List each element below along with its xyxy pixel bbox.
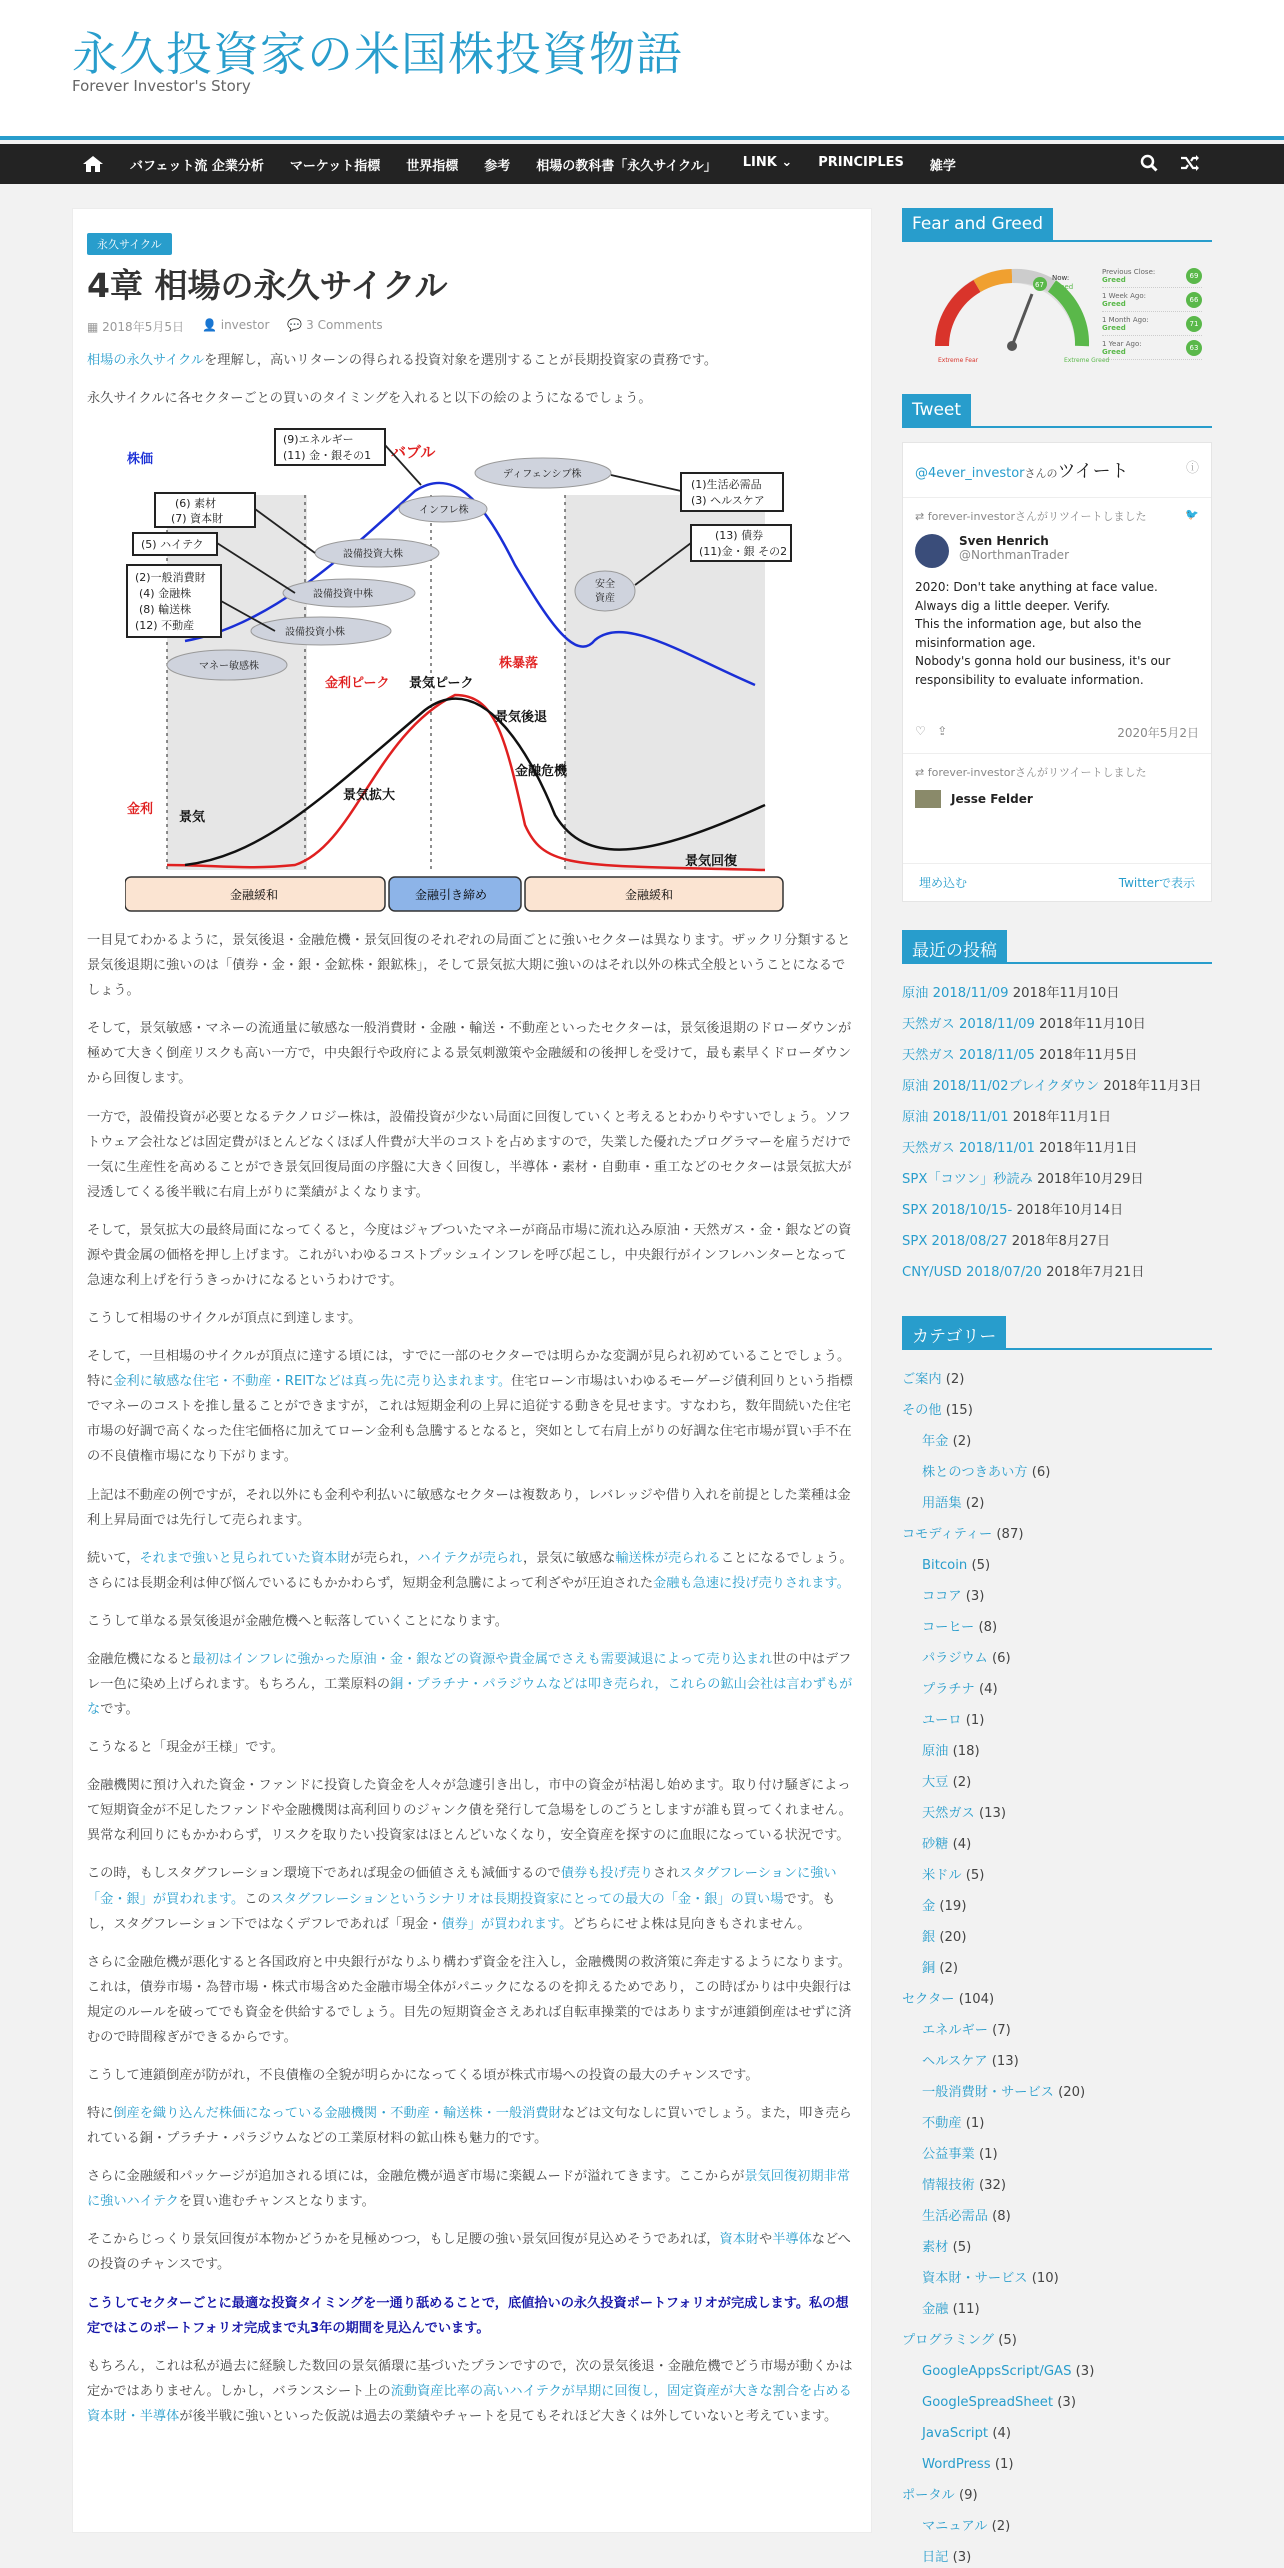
paragraph: 永久サイクルに各セクターごとの買いのタイミングを入れると以下の絵のようになるでしょう。 (87, 390, 652, 406)
timeline-label: ツイート (1057, 461, 1129, 482)
box-label: (6) 素材 (175, 497, 217, 511)
recent-post-link[interactable]: 天然ガス 2018/11/09 (902, 1017, 1035, 1032)
category-count: (5) (998, 2333, 1017, 2348)
rate-peak-label: 金利ピーク (325, 676, 390, 692)
post-article (73, 209, 871, 2429)
recent-post-item (902, 1164, 1212, 1195)
tweet-author-name[interactable]: Jesse Felder (951, 791, 1033, 806)
category-count: (1) (965, 2116, 985, 2131)
twitter-bird-icon: 🐦 (1185, 508, 1199, 521)
category-link[interactable]: 大豆 (922, 1775, 949, 1790)
post-date[interactable]: ▦ 2018年5月5日 (87, 319, 184, 334)
category-count: (8) (978, 1620, 998, 1635)
paragraph: 金融機関に預け入れた資金・ファンドに投資した資金を人々が急遽引き出し，市中の資金が枯渇し始めます。取り付け騒ぎによって短期資金が不足したファンドや金融機関は高利回りのジャンク債を発行して急場をしのごうとしますが誰も買ってくれません。異常な利回りにもかかわらず，リスクを取りたい投資家はほとんどいなくなり，安全資産を探すのに血眼になっている状況です。 (87, 1778, 852, 1844)
category-link[interactable]: 情報技術 (922, 2178, 975, 2193)
nav-item[interactable]: 世界指標 (406, 158, 459, 174)
paragraph: 一方で，設備投資が必要となるテクノロジー株は，設備投資が少ない局面に回復していくと考えるとわかりやすいでしょう。ソフトウェア会社などは固定費がほとんどなくほぼ人件費が大半のコストを占めますので，失業した優れたプログラマーを雇うだけで一気に生産性を高めることができ景気回復局面の序盤に大きく回復し，半導体・素材・自動車・重工などのセクターは景気拡大が浸透してくる後半戦に右肩上がりに業績がよくなります。 (87, 1109, 852, 1200)
ellipse-label: 設備投資中株 (313, 589, 373, 601)
category-link[interactable]: ヘルスケア (922, 2054, 988, 2069)
gauge-history-row (1102, 288, 1202, 312)
category-count: (87) (996, 1527, 1024, 1542)
phase-easing-2: 金融緩和 (625, 888, 674, 903)
category-item (902, 2046, 1212, 2077)
category-item (902, 1550, 1212, 1581)
nav-item[interactable]: バフェット流 企業分析 (130, 158, 264, 174)
category-link[interactable]: ご案内 (902, 1372, 942, 1387)
category-item (902, 1767, 1212, 1798)
category-count: (8) (992, 2209, 1011, 2224)
category-count: (1) (994, 2457, 1014, 2472)
category-item (902, 1612, 1212, 1643)
recovery-label: 景気回復 (685, 854, 738, 870)
category-count: (2) (965, 1496, 985, 1511)
category-link[interactable]: 素材 (922, 2240, 949, 2255)
box-label: (3) ヘルスケア (691, 494, 765, 508)
recent-post-date: 2018年11月1日 (1012, 1110, 1112, 1125)
recent-post-date: 2018年10月29日 (1037, 1172, 1144, 1187)
widget-title: カテゴリー (902, 1316, 1006, 1350)
retweet-note: forever-investorさんがリツイートしました (927, 765, 1147, 779)
home-icon[interactable] (82, 154, 104, 174)
recent-post-item (902, 978, 1212, 1009)
category-item (902, 1891, 1212, 1922)
recent-post-item (902, 1226, 1212, 1257)
category-link[interactable]: 用語集 (922, 1496, 962, 1511)
category-item (902, 1519, 1212, 1550)
gauge-now-label: Now: (1052, 274, 1070, 282)
ellipse-label: 設備投資小株 (285, 627, 345, 639)
category-item (902, 1581, 1212, 1612)
tweet-text: Always dig a little deeper. Verify. (915, 598, 1111, 613)
paragraph: この時，もしスタグフレーション環境下であれば現金の価値さえも減価するので債券も投げ売りされスタグフレーションに強い「金・銀」が買われます。このスタグフレーションというシナリオは長期投資家にとっての最大の「金・銀」の買い場です。もし，スタグフレーション下ではなくデフレであれば「現金・債券」が買われます。どちらにせよ株は見向きもされません。 (87, 1866, 837, 1932)
category-link[interactable]: 株とのつきあい方 (922, 1465, 1028, 1480)
paragraph: こうして相場のサイクルが頂点に到達します。 (87, 1311, 362, 1327)
recent-post-item (902, 1040, 1212, 1071)
box-label: (11)金・銀 その2 (699, 545, 788, 559)
recent-post-link[interactable]: 天然ガス 2018/11/05 (902, 1048, 1035, 1063)
recent-post-link[interactable]: SPX「コツン」秒読み (902, 1172, 1033, 1187)
box-label: (5) ハイテク (141, 538, 204, 552)
category-count: (5) (952, 2240, 972, 2255)
category-link[interactable]: 金 (922, 1899, 936, 1914)
recent-post-date: 2018年11月1日 (1039, 1141, 1138, 1156)
category-count: (2) (945, 1372, 965, 1387)
category-link[interactable]: JavaScript (922, 2426, 989, 2441)
paragraph: 一目見てわかるように，景気後退・金融危機・景気回復のそれぞれの局面ごとに強いセクターは異なります。ザックリ分類すると景気後退期に強いのは「債券・金・銀・金鉱株・銀鉱株」，そして景気拡大期に強いのはそれ以外の株式全般ということになるでしょう。 (87, 933, 851, 999)
retweet-icon: ⇄ (915, 510, 928, 523)
recent-post-link[interactable]: SPX 2018/08/27 (902, 1234, 1008, 1249)
recent-post-item (902, 1257, 1212, 1288)
twitter-timeline[interactable] (902, 442, 1212, 902)
history-label: 1 Year Ago: (1102, 339, 1142, 348)
paragraph: こうなると「現金が王様」です。 (87, 1740, 284, 1756)
category-item (902, 2232, 1212, 2263)
site-title[interactable]: 永久投資家の米国株投資物語 (72, 27, 683, 81)
inline-link[interactable]: 相場の永久サイクル (87, 352, 205, 368)
site-tagline: Forever Investor's Story (72, 77, 251, 95)
category-link[interactable]: エネルギー (922, 2023, 988, 2038)
recession-label: 景気後退 (495, 710, 548, 726)
main-navigation (0, 144, 1284, 184)
category-item (902, 1984, 1212, 2015)
category-item (902, 1426, 1212, 1457)
recent-post-link[interactable]: 原油 2018/11/09 (902, 986, 1009, 1001)
category-count: (3) (952, 2550, 972, 2565)
widget-title: Tweet (902, 394, 971, 428)
paragraph: さらに金融緩和パッケージが追加される頃には，金融危機が過ぎ市場に楽観ムードが溢れてきます。ここからが景気回復初期非常に強いハイテクを買い進むチャンスとなります。 (87, 2169, 850, 2210)
recent-post-date: 2018年10月14日 (1016, 1203, 1124, 1218)
category-item (902, 1798, 1212, 1829)
box-label: (13) 債券 (715, 529, 764, 543)
category-count: (5) (971, 1558, 991, 1573)
category-item (902, 2480, 1212, 2511)
category-count: (7) (992, 2023, 1011, 2038)
category-count: (10) (1031, 2271, 1059, 2286)
recent-post-item (902, 1009, 1212, 1040)
rate-label: 金利 (127, 802, 154, 818)
phase-easing-1: 金融緩和 (230, 888, 279, 903)
ellipse-label: 資産 (595, 593, 615, 605)
post-author[interactable]: 👤 investor (201, 317, 270, 332)
category-count: (2) (952, 1434, 972, 1449)
ellipse-label: ディフェンシブ株 (503, 469, 582, 481)
post-category-badge[interactable]: 永久サイクル (87, 233, 172, 255)
economy-label: 景気 (179, 810, 206, 826)
category-link[interactable]: WordPress (922, 2457, 991, 2472)
timeline-handle[interactable]: @4ever_investor (915, 466, 1025, 481)
gauge-extreme-greed: Extreme Greed (1064, 357, 1110, 364)
category-link[interactable]: ポータル (902, 2488, 955, 2503)
category-link[interactable]: ユーロ (922, 1713, 962, 1728)
site-header (0, 0, 1284, 140)
category-item (902, 2325, 1212, 2356)
sector-cycle-diagram (125, 425, 795, 915)
history-value: Greed (1102, 323, 1126, 332)
category-item (902, 2511, 1212, 2542)
category-count: (6) (992, 1651, 1011, 1666)
category-link[interactable]: 不動産 (922, 2116, 962, 2131)
category-link[interactable]: 米ドル (922, 1868, 962, 1883)
recent-post-link[interactable]: CNY/USD 2018/07/20 (902, 1265, 1042, 1280)
category-count: (19) (939, 1899, 967, 1914)
category-link[interactable]: Bitcoin (922, 1558, 968, 1573)
post-body (87, 348, 855, 2429)
paragraph: こうして連鎖倒産が防がれ，不良債権の全貌が明らかになってくる頃が株式市場への投資の最大のチャンスです。 (87, 2068, 759, 2084)
categories-widget (902, 1316, 1212, 2568)
box-label: (12) 不動産 (135, 619, 195, 633)
category-item (902, 1457, 1212, 1488)
crisis-label: 金融危機 (515, 764, 568, 780)
category-item (902, 1922, 1212, 1953)
category-item (902, 1395, 1212, 1426)
gauge-history-row (1102, 264, 1202, 288)
recent-post-date: 2018年7月21日 (1046, 1265, 1145, 1280)
paragraph-emphasis: こうしてセクターごとに最適な投資タイミングを一通り舐めることで，底値拾いの永久投資ポートフォリオが完成します。私の想定ではこのポートフォリオ完成まで丸3年の期間を見込んでいます。 (87, 2295, 849, 2336)
category-link[interactable]: 銅 (922, 1961, 936, 1976)
ellipse-label: 安全 (595, 579, 615, 591)
paragraph: そして，景気敏感・マネーの流通量に敏感な一般消費財・金融・輸送・不動産といったセクターは，景気後退期のドローダウンが極めて大きく倒産リスクも高い一方で，中央銀行や政府による景気刺激策や金融緩和の後押しを受けて，最も素早くドローダウンから回復します。 (87, 1021, 852, 1087)
gauge-now-value: Greed (1052, 283, 1074, 291)
recent-post-item (902, 1133, 1212, 1164)
category-link[interactable]: プログラミング (902, 2333, 995, 2348)
retweet-note: forever-investorさんがリツイートしました (927, 510, 1147, 523)
category-link[interactable]: セクター (902, 1992, 955, 2007)
tweet-text: This the information age, but also the misinformation age. (915, 617, 1142, 650)
category-link[interactable]: 資本財・サービス (922, 2271, 1028, 2286)
category-link[interactable]: マニュアル (922, 2519, 988, 2534)
tweet-widget (902, 394, 1212, 902)
recent-post-item (902, 1071, 1212, 1102)
category-link[interactable]: コモディティー (902, 1527, 993, 1542)
category-item (902, 2449, 1212, 2480)
category-count: (18) (952, 1744, 980, 1759)
category-link[interactable]: ココア (922, 1589, 962, 1604)
random-post-icon[interactable] (1180, 154, 1200, 176)
recent-post-date: 2018年11月3日 (1103, 1079, 1202, 1094)
category-item (902, 1829, 1212, 1860)
crash-label: 株暴落 (499, 656, 539, 672)
category-link[interactable]: GoogleAppsScript/GAS (922, 2364, 1072, 2379)
category-link[interactable]: その他 (902, 1403, 942, 1418)
category-item (902, 2015, 1212, 2046)
category-count: (13) (978, 1806, 1007, 1821)
category-count: (5) (965, 1868, 985, 1883)
tweet-author-handle[interactable]: @NorthmanTrader (959, 548, 1069, 562)
ellipse-label: マネー敏感株 (199, 661, 259, 673)
timeline-suffix: さんの (1024, 467, 1058, 480)
category-link[interactable]: 砂糖 (922, 1837, 949, 1852)
avatar[interactable] (915, 790, 941, 808)
paragraph: そして，一旦相場のサイクルが頂点に達する頃には，すでに一部のセクターでは明らかな変調が見られ初めていることでしょう。特に金利に敏感な住宅・不動産・REITなどは真っ先に売り込まれます。住宅ローン市場はいわゆるモーゲージ債利回りという指標でマネーのコストを推し量ることができますが，これは短期金利の上昇に追従する動きを見せます。すなわち，数年間続いた住宅市場の好調で高くなった住宅価格に加えてローン金利も急騰するとなると，突如として右肩上がりの好調な住宅市場が買い手不在の不良債権市場になり下がります。 (87, 1349, 853, 1465)
category-link[interactable]: 年金 (922, 1434, 949, 1449)
category-count: (3) (965, 1589, 985, 1604)
post-comments-link[interactable]: 💬 3 Comments (287, 317, 383, 332)
category-item (902, 1736, 1212, 1767)
paragraph: 特に倒産を織り込んだ株価になっている金融機関・不動産・輸送株・一般消費財などは文句なしに買いでしょう。また，叩き売られている銅・プラチナ・パラジウムなどの工業原材料の鉱山株も魅力的です。 (87, 2106, 852, 2147)
tweet-author-name[interactable]: Sven Henrich (959, 534, 1049, 548)
category-item (902, 1705, 1212, 1736)
category-count: (1) (965, 1713, 985, 1728)
search-icon[interactable] (1140, 154, 1158, 176)
nav-item[interactable]: 雑学 (929, 158, 956, 174)
nav-menu (130, 155, 982, 174)
nav-item[interactable]: PRINCIPLES (818, 154, 904, 170)
economy-peak-label: 景気ピーク (409, 676, 474, 692)
recent-post-date: 2018年11月10日 (1039, 1017, 1146, 1032)
history-value: Greed (1102, 347, 1126, 356)
recent-post-item (902, 1102, 1212, 1133)
category-item (902, 2542, 1212, 2568)
category-count: (6) (1031, 1465, 1051, 1480)
paragraph: 上記は不動産の例ですが，それ以外にも金利や利払いに敏感なセクターは複数あり，レバレッジや借り入れを前提とした業種は金利上昇局面では先行して売られます。 (87, 1487, 851, 1528)
category-count: (4) (952, 1837, 972, 1852)
recent-post-date: 2018年11月5日 (1039, 1048, 1138, 1063)
box-label: (9)エネルギー (283, 433, 354, 447)
recent-post-link[interactable]: 天然ガス 2018/11/01 (902, 1141, 1035, 1156)
category-count: (3) (1075, 2364, 1095, 2379)
nav-item[interactable]: LINK ⌄ (742, 154, 793, 170)
category-link[interactable]: 銀 (922, 1930, 936, 1945)
category-item (902, 1364, 1212, 1395)
category-link[interactable]: パラジウム (922, 1651, 988, 1666)
gauge-history (1102, 264, 1202, 360)
nav-item[interactable]: 参考 (484, 158, 511, 174)
category-count: (32) (978, 2178, 1007, 2193)
category-item (902, 1860, 1212, 1891)
history-value: Greed (1102, 299, 1126, 308)
box-label: (7) 資本財 (171, 512, 224, 526)
category-item (902, 1953, 1212, 1984)
tweet-date[interactable]: 2020年5月2日 (1117, 725, 1199, 740)
calendar-icon: ▦ (87, 319, 103, 334)
category-count: (104) (958, 1992, 995, 2007)
category-link[interactable]: 金融 (922, 2302, 949, 2317)
paragraph: こうして単なる景気後退が金融危機へと転落していくことになります。 (87, 1613, 508, 1629)
category-item (902, 2139, 1212, 2170)
history-number: 71 (1186, 316, 1202, 332)
category-count: (4) (992, 2426, 1011, 2441)
fear-greed-widget (902, 208, 1212, 366)
bubble-label: バブル (391, 443, 436, 462)
category-link[interactable]: 天然ガス (922, 1806, 975, 1821)
category-count: (4) (978, 1682, 998, 1697)
recent-posts-list (902, 978, 1212, 1288)
stock-label: 株価 (127, 452, 154, 468)
expansion-label: 景気拡大 (343, 788, 396, 804)
retweet-icon: ⇄ (915, 765, 928, 779)
tweet-text: Nobody's gonna hold our business, it's our responsibility to evaluate information. (915, 654, 1171, 687)
category-count: (20) (1058, 2085, 1086, 2100)
avatar[interactable] (915, 534, 949, 568)
box-label: (1)生活必需品 (691, 478, 762, 492)
category-count: (2) (939, 1961, 959, 1976)
gauge-value: 67 (1035, 281, 1044, 289)
category-item (902, 2356, 1212, 2387)
recent-posts-widget (902, 930, 1212, 1288)
ellipse-label: インフレ株 (419, 505, 469, 517)
paragraph: そこからじっくり景気回復が本物かどうかを見極めつつ，もし足腰の強い景気回復が見込めそうであれば，資本財や半導体などへの投資のチャンスです。 (87, 2232, 851, 2273)
category-item (902, 1488, 1212, 1519)
recent-post-link[interactable]: 原油 2018/11/02ブレイクダウン (902, 1079, 1100, 1094)
category-count: (11) (952, 2302, 980, 2317)
category-link[interactable]: コーヒー (922, 1620, 975, 1635)
recent-post-item (902, 1195, 1212, 1226)
category-item (902, 2108, 1212, 2139)
box-label: (11) 金・銀その1 (283, 449, 372, 463)
sidebar (902, 208, 1212, 2568)
nav-item[interactable]: マーケット指標 (289, 158, 381, 174)
category-link[interactable]: 日記 (922, 2550, 949, 2565)
category-count: (2) (952, 1775, 972, 1790)
category-count: (13) (991, 2054, 1019, 2069)
widget-title: Fear and Greed (902, 208, 1053, 242)
category-item (902, 2294, 1212, 2325)
gauge-history-row (1102, 312, 1202, 336)
ellipse-label: 設備投資大株 (343, 549, 403, 561)
post-meta (87, 318, 855, 335)
history-number: 69 (1186, 268, 1202, 284)
box-label: (8) 輸送株 (139, 603, 192, 617)
view-on-twitter-link[interactable]: Twitterで表示 (1118, 876, 1195, 890)
category-item (902, 2201, 1212, 2232)
category-count: (15) (945, 1403, 973, 1418)
category-link[interactable]: 生活必需品 (922, 2209, 988, 2224)
box-label: (4) 金融株 (139, 587, 192, 601)
recent-post-link[interactable]: 原油 2018/11/01 (902, 1110, 1009, 1125)
paragraph: 金融危機になると最初はインフレに強かった原油・金・銀などの資源や貴金属でさえも需要減退によって売り込まれ世の中はデフレ一色に染め上げられます。もちろん，工業原料の銅・プラチナ・パラジウムなどは叩き売られ，これらの鉱山会社は言わずもがなです。 (87, 1651, 853, 1718)
category-link[interactable]: 原油 (922, 1744, 949, 1759)
main-content (72, 208, 872, 2533)
like-icon[interactable]: ♡ ⇪ (915, 723, 948, 738)
post-title: 4章 相場の永久サイクル (87, 266, 448, 305)
category-item (902, 1674, 1212, 1705)
category-count: (1) (978, 2147, 998, 2162)
embed-link[interactable]: 埋め込む (919, 876, 968, 890)
categories-list (902, 1364, 1212, 2568)
gauge-extreme-fear: Extreme Fear (938, 357, 979, 364)
category-link[interactable]: プラチナ (922, 1682, 975, 1697)
category-link[interactable]: 一般消費財・サービス (922, 2085, 1054, 2100)
widget-title: 最近の投稿 (902, 930, 1007, 964)
phase-tightening: 金融引き締め (415, 888, 488, 903)
info-icon[interactable]: ⓘ (1185, 461, 1199, 476)
category-item (902, 2170, 1212, 2201)
recent-post-date: 2018年11月10日 (1012, 986, 1120, 1001)
history-number: 63 (1186, 340, 1202, 356)
history-number: 66 (1186, 292, 1202, 308)
category-count: (2) (991, 2519, 1011, 2534)
box-label: (2)一般消費財 (135, 571, 206, 585)
category-item (902, 1643, 1212, 1674)
category-link[interactable]: GoogleSpreadSheet (922, 2395, 1054, 2410)
category-count: (20) (939, 1930, 967, 1945)
user-icon: 👤 (201, 317, 221, 332)
history-label: 1 Week Ago: (1102, 291, 1146, 300)
recent-post-date: 2018年8月27日 (1011, 1234, 1111, 1249)
paragraph: もちろん，これは私が過去に経験した数回の景気循環に基づいたプランですので，次の景気後退・金融危機でどう市場が動くかは定かではありません。しかし，バランスシート上の流動資産比率の高いハイテクが早期に回復し，固定資産が大きな割合を占める資本財・半導体が後半戦に強いといった仮説は過去の業績やチャートを見てもそれほど大きくは外していないと考えています。 (87, 2358, 853, 2424)
paragraph: 続いて，それまで強いと見られていた資本財が売られ，ハイテクが売られ，景気に敏感な輸送株が売られることになるでしょう。さらには長期金利は伸び悩んでいるにもかかわらず，短期金利急騰によって利ざやが圧迫された金融も急速に投げ売りされます。 (87, 1550, 853, 1591)
nav-item[interactable]: 相場の教科書「永久サイクル」 (536, 158, 717, 174)
category-item (902, 2418, 1212, 2449)
history-label: Previous Close: (1102, 267, 1156, 276)
category-item (902, 2387, 1212, 2418)
paragraph: さらに金融危機が悪化すると各国政府と中央銀行がなりふり構わず資金を注入し，金融機関の救済策に奔走するようになります。これは，債券市場・為替市場・株式市場含めた金融市場全体がパニックになるのを抑えるためであり，この時ばかりは中央銀行は規定のルールを破ってでも資金を供給するでしょう。目先の短期資金さえあれば自転車操業的ではありますが連鎖倒産はせずに済むので時間稼ぎができるからです。 (87, 1954, 852, 2045)
comment-icon: 💬 (287, 317, 307, 332)
gauge-history-row (1102, 336, 1202, 360)
category-item (902, 2263, 1212, 2294)
category-link[interactable]: 公益事業 (922, 2147, 975, 2162)
history-label: 1 Month Ago: (1102, 315, 1149, 324)
history-value: Greed (1102, 275, 1126, 284)
category-count: (3) (1057, 2395, 1076, 2410)
category-count: (9) (958, 2488, 978, 2503)
paragraph: そして，景気拡大の最終局面になってくると，今度はジャブついたマネーが商品市場に流れ込み原油・天然ガス・金・銀などの資源や貴金属の価格を押し上げます。これがいわゆるコストプッシュインフレを呼び起こし，中央銀行がインフレハンターとなって急速な利上げを行うきっかけになるというわけです。 (87, 1222, 852, 1288)
fear-greed-gauge (902, 256, 1212, 366)
tweet-text: 2020: Don't take anything at face value. (915, 580, 1158, 594)
paragraph: 相場の永久サイクルを理解し，高いリターンの得られる投資対象を選別することが長期投資家の責務です。 (87, 352, 718, 368)
category-item (902, 2077, 1212, 2108)
recent-post-link[interactable]: SPX 2018/10/15- (902, 1203, 1013, 1218)
